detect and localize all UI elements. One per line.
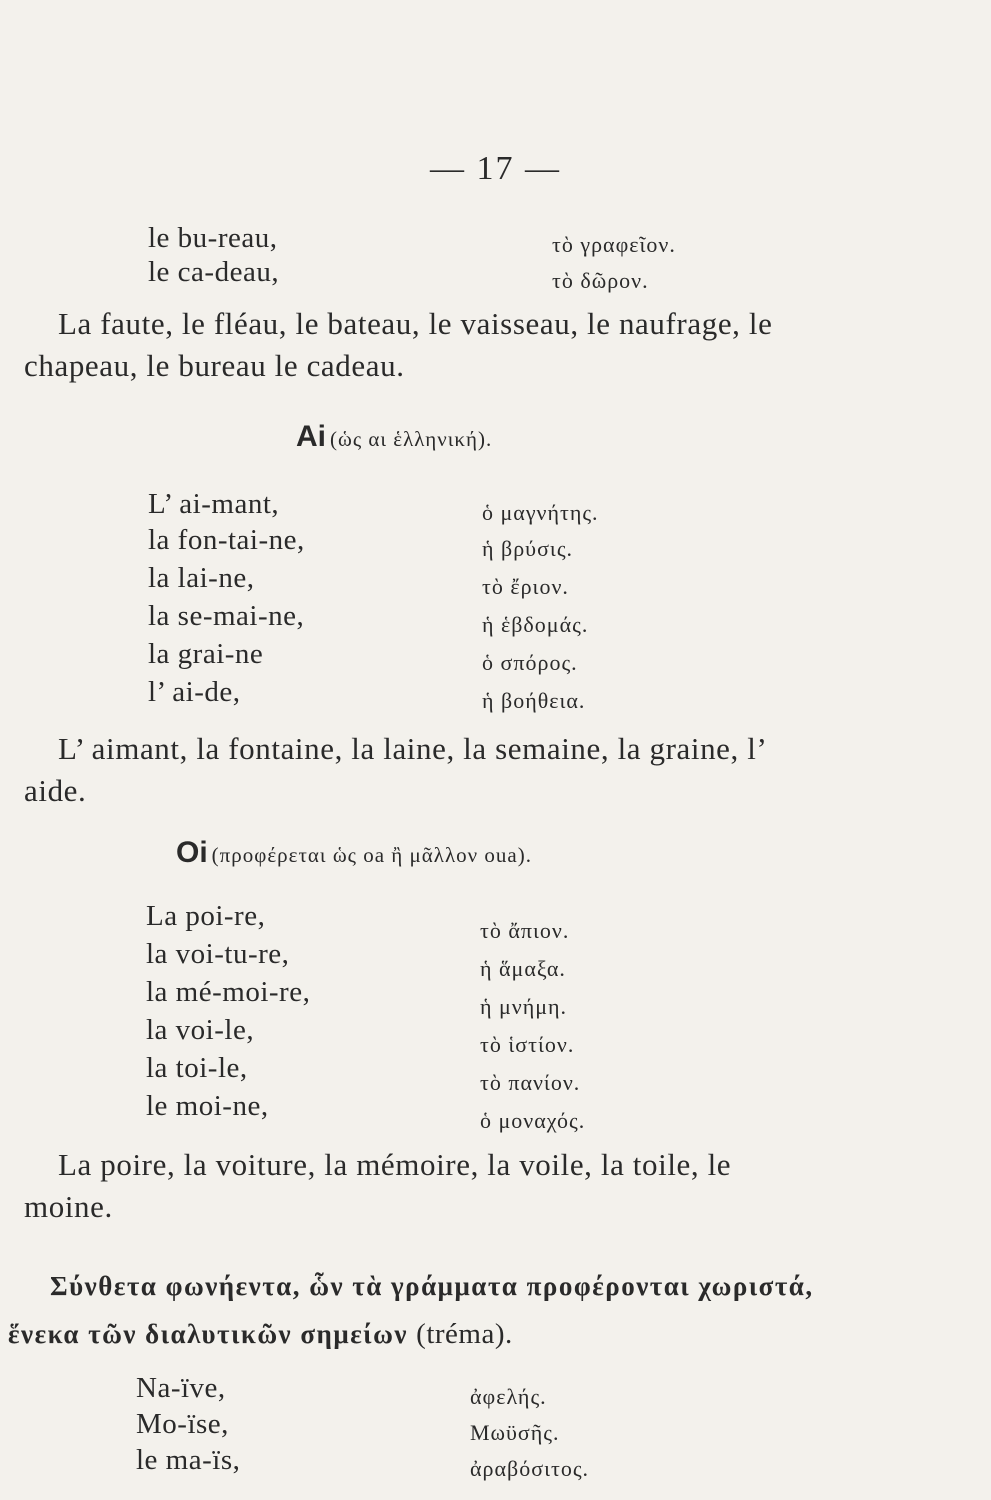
page-number: — 17 —: [430, 150, 561, 187]
vocab-french: la grai-ne: [148, 638, 264, 670]
vocab-greek: τὸ δῶρον.: [552, 268, 649, 293]
compound-vowels-heading: [8, 1262, 818, 1358]
vocab-greek: τὸ ἱστίον.: [480, 1032, 575, 1057]
vocab-greek: ὁ μοναχός.: [480, 1108, 586, 1133]
vocab-french: la voi-tu-re,: [146, 938, 290, 970]
vocab-french: le bu-reau,: [148, 222, 278, 254]
vocab-french: le moi-ne,: [146, 1090, 269, 1122]
vocab-greek: ὁ σπόρος.: [482, 650, 578, 675]
vocab-greek: ἡ μνήμη.: [480, 994, 568, 1019]
heading-note: (ὡς αι ἑλληνική).: [330, 427, 493, 451]
vocab-greek: ἡ ἅμαξα.: [480, 956, 566, 981]
heading-ai: [296, 420, 492, 454]
vocab-greek: τὸ γραφεῖον.: [552, 232, 676, 257]
trema-label: (tréma).: [416, 1318, 513, 1350]
vocab-french: L’ ai-mant,: [148, 488, 280, 520]
vocab-french: l’ ai-de,: [148, 676, 241, 708]
heading-note: (προφέρεται ὡς oa ἢ μᾶλλον oua).: [211, 843, 532, 867]
paragraph-eau: La faute, le fléau, le bateau, le vaisseau, le naufrage, le chapeau, le bureau le cadeau.: [24, 306, 773, 383]
vocab-french: la mé-moi-re,: [146, 976, 311, 1008]
vocab-french: la se-mai-ne,: [148, 600, 305, 632]
vocab-french: le ca-deau,: [148, 256, 280, 288]
vocab-french: la lai-ne,: [148, 562, 255, 594]
vocab-greek: ἀραβόσιτος.: [470, 1456, 590, 1481]
vocab-french: Na-ïve,: [136, 1372, 226, 1404]
vocab-greek: ὁ μαγνήτης.: [482, 500, 599, 525]
vocab-french: Mo-ïse,: [136, 1408, 229, 1440]
paragraph-oi: La poire, la voiture, la mémoire, la voile, la toile, le moine.: [24, 1147, 732, 1224]
vocab-french: la fon-tai-ne,: [148, 524, 305, 556]
heading-label: Ai: [296, 420, 326, 453]
heading-label: Oi: [176, 836, 208, 869]
vocab-french: La poi-re,: [146, 900, 266, 932]
heading-oi: [176, 836, 532, 870]
vocab-french: la toi-le,: [146, 1052, 248, 1084]
vocab-greek: τὸ ἔριον.: [482, 574, 569, 599]
vocab-french: le ma-ïs,: [136, 1444, 241, 1476]
vocab-greek: ἡ ἑβδομάς.: [482, 612, 589, 637]
vocab-greek: ἡ βρύσις.: [482, 536, 574, 561]
compound-text: Σύνθετα φωνήεντα, ὧν τὰ γράμματα προφέρονται χωριστά, ἕνεκα τῶν διαλυτικῶν σημείων: [8, 1271, 814, 1349]
vocab-greek: ἡ βοήθεια.: [482, 688, 586, 713]
vocab-greek: τὸ πανίον.: [480, 1070, 581, 1095]
vocab-greek: τὸ ἄπιον.: [480, 918, 570, 943]
paragraph-ai: L’ aimant, la fontaine, la laine, la semaine, la graine, l’ aide.: [24, 731, 766, 808]
vocab-greek: Μωϋσῆς.: [470, 1420, 560, 1445]
vocab-greek: ἀφελής.: [470, 1384, 547, 1409]
vocab-french: la voi-le,: [146, 1014, 255, 1046]
